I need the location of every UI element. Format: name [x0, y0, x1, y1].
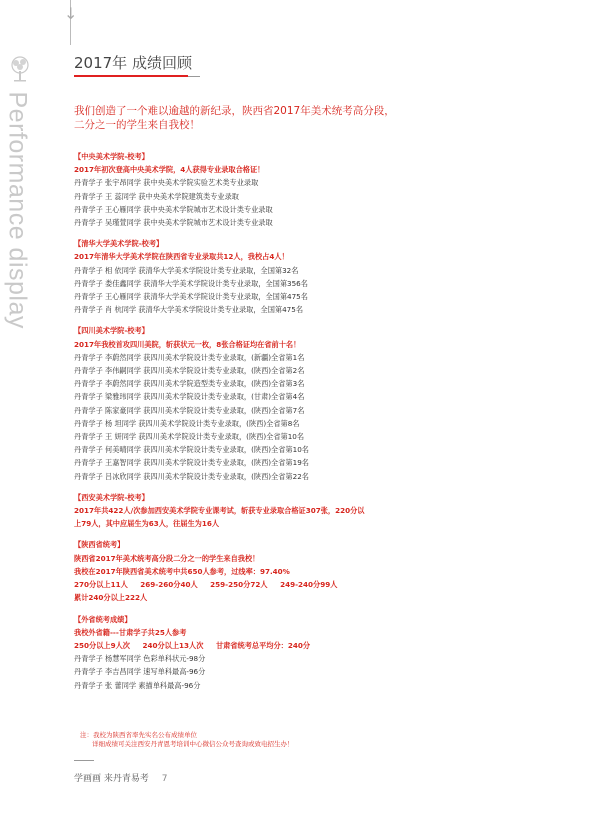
page-number: 7 — [161, 774, 168, 784]
score-total: 累计240分以上222人 — [74, 593, 148, 603]
section-heading: 【中央美术学院-校考】 — [74, 152, 149, 161]
footnote-line-2: 详细成绩可关注西安丹青恩考培训中心微信公众号查询或致电招生办！ — [92, 740, 294, 748]
list-item: 丹青学子 李吉昌同学 速写单科最高-96分 — [74, 667, 206, 677]
section-cafa — [74, 150, 374, 229]
score-stat: 259-250分72人 — [210, 580, 268, 590]
intro-text: 我们创造了一个难以逾越的新纪录，陕西省2017年美术统考高分段，二分之一的学生来自我校！ — [74, 105, 395, 131]
score-stat: 甘肃省统考总平均分：240分 — [215, 640, 311, 650]
score-stat: 250分以上9人次 — [74, 640, 130, 650]
list-item: 丹青学子 相 依同学 获清华大学美术学院设计类专业录取，全国第32名 — [74, 265, 299, 275]
section-summary-cont: 上79人，其中应届生为63人，往届生为16人 — [74, 519, 220, 529]
list-item: 丹青学子 杨 坦同学 获四川美术学院设计类专业录取，(陕西)全省第8名 — [74, 418, 300, 428]
list-item: 丹青学子 王嘉智同学 获四川美术学院设计类专业录取，(陕西)全省第19名 — [74, 458, 309, 468]
section-summary: 2017年清华大学美术学院在陕西省专业录取共12人，我校占4人！ — [74, 252, 289, 262]
score-stat: 269-260分40人 — [140, 580, 198, 590]
section-summary-2: 我校在2017年陕西省美术统考中共650人参考，过线率：97.40% — [74, 566, 290, 576]
footnote-line-1: 注：我校为陕西省率先实名公布成绩单位 — [80, 731, 197, 739]
down-arrow-icon: ↓ — [64, 4, 78, 23]
section-summary: 我校外省籍---甘肃学子共25人参考 — [74, 627, 187, 637]
score-stat: 249-240分99人 — [280, 580, 338, 590]
list-item: 丹青学子 李伟嗣同学 获四川美术学院设计类专业录取，(陕西)全省第2名 — [74, 366, 305, 376]
footnote — [80, 731, 294, 749]
score-stat: 270分以上11人 — [74, 580, 128, 590]
list-item: 丹青学子 王心雁同学 获中央美术学院城市艺术设计类专业录取 — [74, 204, 273, 214]
footer-divider — [74, 760, 94, 761]
section-shaanxi-exam — [74, 538, 374, 604]
list-item: 丹青学子 吴瑾萱同学 获中央美术学院城市艺术设计类专业录取 — [74, 218, 273, 228]
side-vertical-text — [3, 91, 32, 329]
list-item: 丹青学子 肖 杭同学 获清华大学美术学院设计类专业录取，全国第475名 — [74, 305, 304, 315]
score-stats-row — [74, 578, 374, 591]
list-item: 丹青学子 李蔚然同学 获四川美术学院造型类专业录取，(陕西)全省第3名 — [74, 379, 305, 389]
performance-display-label: Performance display — [3, 91, 32, 329]
list-item: 丹青学子 娄佳鑫同学 获清华大学美术学院设计类专业录取，全国第356名 — [74, 278, 308, 288]
list-item: 丹青学子 何美晴同学 获四川美术学院设计类专业录取，(陕西)全省第10名 — [74, 445, 309, 455]
section-xian — [74, 491, 374, 531]
list-item: 丹青学子 杨慧军同学 色彩单科状元-98分 — [74, 654, 206, 664]
section-other-province — [74, 613, 374, 692]
section-heading: 【四川美术学院-校考】 — [74, 326, 149, 336]
section-summary: 2017年初次登高中央美术学院，4人获得专业录取合格证！ — [74, 165, 265, 175]
section-summary: 2017年我校首攻四川美院，斩获状元一枚，8张合格证均在省前十名！ — [74, 339, 301, 349]
list-item: 丹青学子 张宇昂同学 获中央美术学院实验艺术类专业录取 — [74, 178, 259, 188]
page-title: 2017年 成绩回顾 — [74, 54, 192, 72]
section-heading: 【西安美术学院-校考】 — [74, 492, 149, 502]
section-sichuan — [74, 324, 374, 482]
footer-brand: 学画画 来丹青易考 — [74, 774, 149, 784]
section-summary: 陕西省2017年美术统考高分段二分之一的学生来自我校！ — [74, 553, 260, 563]
title-underline-thin — [188, 76, 200, 77]
list-item: 丹青学子 李蔚然同学 获四川美术学院设计类专业录取，(新疆)全省第1名 — [74, 352, 305, 362]
section-heading: 【外省统考成绩】 — [74, 614, 132, 624]
section-heading: 【清华大学美术学院-校考】 — [74, 239, 164, 249]
list-item: 丹青学子 王心雁同学 获清华大学美术学院设计类专业录取，全国第475名 — [74, 292, 308, 302]
score-stats-row — [74, 639, 374, 652]
score-stat: 240分以上13人次 — [142, 640, 204, 650]
list-item: 丹青学子 王 蕊同学 获中央美术学院建筑类专业录取 — [74, 191, 239, 201]
section-tsinghua — [74, 237, 374, 316]
section-heading: 【陕西省统考】 — [74, 540, 125, 550]
title-underline — [74, 75, 188, 77]
list-item: 丹青学子 陈家豪同学 获四川美术学院设计类专业录取，(陕西)全省第7名 — [74, 405, 305, 415]
page-footer — [74, 771, 167, 784]
list-item: 丹青学子 梁雅玮同学 获四川美术学院设计类专业录取，(甘肃)全省第4名 — [74, 392, 305, 402]
section-summary: 2017年共422人/次参加西安美术学院专业课考试，斩获专业录取合格证307张，220分以 — [74, 506, 365, 516]
list-item: 丹青学子 张 蕾同学 素描单科最高-96分 — [74, 680, 201, 690]
list-item: 丹青学子 王 妍同学 获四川美术学院设计类专业录取，(陕西)全省第10名 — [74, 432, 305, 442]
tree-logo-icon — [6, 55, 34, 83]
results-content — [74, 150, 374, 700]
list-item: 丹青学子 吕冰欣同学 获四川美术学院设计类专业录取，(陕西)全省第22名 — [74, 471, 309, 481]
